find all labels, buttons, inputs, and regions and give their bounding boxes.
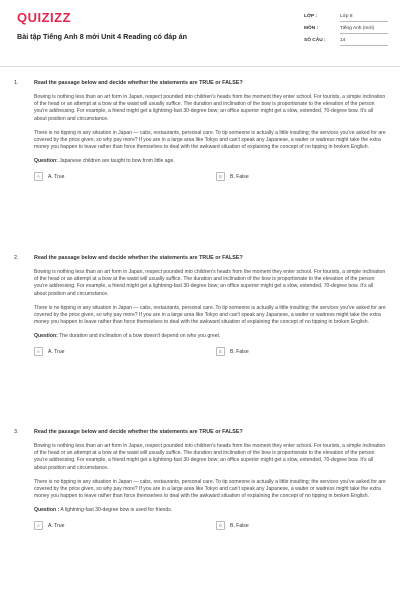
- option-label: A. True: [48, 522, 65, 529]
- question-instruction: Read the passage below and decide whether the statements are TRUE or FALSE?: [34, 80, 243, 86]
- option-label: A. True: [48, 173, 65, 180]
- meta-row-grade: [304, 14, 388, 26]
- meta-value: Tiếng Anh (mới): [340, 26, 375, 31]
- prompt-text: A lightning-fast 30-degree bow is used for friends.: [59, 507, 173, 514]
- answer-options: [34, 347, 386, 359]
- prompt-label: Question :: [34, 507, 60, 514]
- question-body: [34, 80, 386, 184]
- meta-row-question-count: [304, 38, 388, 50]
- question-prompt: [34, 333, 386, 340]
- option-a[interactable]: [34, 347, 64, 357]
- option-a[interactable]: [34, 521, 64, 531]
- question-number: 2.: [14, 255, 19, 261]
- prompt-text: The duration and inclination of a bow doesn't depend on who you greet.: [57, 333, 221, 340]
- option-label: B. False: [230, 173, 249, 180]
- passage-paragraph-2: There is no tipping in any situation in Japan — cabs, restaurants, personal care. To tip someone is actually a little insulting; the services you've asked for are covered by the price given, so why pay more? If you are in a large area like Tokyo and can't speak any Japanese, a waiter or waitress might take the extra money you happen to leave rather than force themselves to deal with the awkward situation of explaining the concept of no tipping in broken English.: [34, 304, 386, 326]
- answer-options: [34, 172, 386, 184]
- question-instruction: Read the passage below and decide whether the statements are TRUE or FALSE?: [34, 429, 243, 435]
- option-key-box[interactable]: A: [34, 347, 43, 356]
- worksheet-header: [0, 0, 400, 66]
- question-number: 3.: [14, 429, 19, 435]
- option-b[interactable]: [216, 521, 249, 531]
- meta-value: 14: [340, 38, 346, 43]
- passage-paragraph-2: There is no tipping in any situation in Japan — cabs, restaurants, personal care. To tip someone is actually a little insulting; the services you've asked for are covered by the price given, so why pay more? If you are in a large area like Tokyo and can't speak any Japanese, a waiter or waitress might take the extra money you happen to leave rather than force themselves to deal with the awkward situation of explaining the concept of no tipping in broken English.: [34, 478, 386, 500]
- meta-value: Lớp 8: [340, 14, 353, 19]
- document-title: Bài tập Tiếng Anh 8 mới Unit 4 Reading có đáp án: [17, 32, 188, 41]
- question-prompt: [34, 158, 386, 165]
- option-key-box[interactable]: A: [34, 521, 43, 530]
- option-key-box[interactable]: B: [216, 347, 225, 356]
- meta-label: LỚP :: [304, 14, 318, 19]
- question-instruction: Read the passage below and decide whether the statements are TRUE or FALSE?: [34, 255, 243, 261]
- passage-paragraph-2: There is no tipping in any situation in Japan — cabs, restaurants, personal care. To tip someone is actually a little insulting; the services you've asked for are covered by the price given, so why pay more? If you are in a large area like Tokyo and can't speak any Japanese, a waiter or waitress might take the extra money you happen to leave rather than force themselves to deal with the awkward situation of explaining the concept of no tipping in broken English.: [34, 129, 386, 151]
- meta-label: SỐ CÂU :: [304, 38, 326, 43]
- worksheet-meta: [304, 14, 388, 50]
- meta-underline: [340, 21, 388, 22]
- question-prompt: [34, 507, 386, 514]
- header-divider: [0, 66, 400, 67]
- question-body: [34, 255, 386, 359]
- option-label: B. False: [230, 348, 249, 355]
- option-b[interactable]: [216, 172, 249, 182]
- option-key-box[interactable]: B: [216, 172, 225, 181]
- question-body: [34, 429, 386, 533]
- option-label: B. False: [230, 522, 249, 529]
- option-label: A. True: [48, 348, 65, 355]
- meta-label: MÔN :: [304, 26, 319, 31]
- option-a[interactable]: [34, 172, 64, 182]
- passage-paragraph-1: Bowing is nothing less than an art form in Japan, respect pounded into children's heads from the moment they enter school. For tourists, a simple inclination of the head or an attempt at a bow at the waist will usually suffice. The duration and inclination of the bow is proportionate to the elevation of the person you're addressing. For example, a friend might get a lightning-fast 30-degree bow; an office superior might get a slow, extended, 70-degree bow. It's all about position and circumstance.: [34, 443, 386, 471]
- question-number: 1.: [14, 80, 19, 86]
- option-key-box[interactable]: A: [34, 172, 43, 181]
- prompt-label: Question:: [34, 158, 58, 165]
- prompt-label: Question:: [34, 333, 58, 340]
- quizizz-logo: QUIZIZZ: [17, 10, 72, 25]
- meta-underline: [340, 45, 388, 46]
- meta-underline: [340, 33, 388, 34]
- prompt-text: Japanese children are taught to bow from little age.: [57, 158, 175, 165]
- answer-options: [34, 521, 386, 533]
- option-key-box[interactable]: B: [216, 521, 225, 530]
- passage-paragraph-1: Bowing is nothing less than an art form in Japan, respect pounded into children's heads from the moment they enter school. For tourists, a simple inclination of the head or an attempt at a bow at the waist will usually suffice. The duration and inclination of the bow is proportionate to the elevation of the person you're addressing. For example, a friend might get a lightning-fast 30-degree bow; an office superior might get a slow, extended, 70-degree bow. It's all about position and circumstance.: [34, 269, 386, 297]
- option-b[interactable]: [216, 347, 249, 357]
- meta-row-subject: [304, 26, 388, 38]
- passage-paragraph-1: Bowing is nothing less than an art form in Japan, respect pounded into children's heads from the moment they enter school. For tourists, a simple inclination of the head or an attempt at a bow at the waist will usually suffice. The duration and inclination of the bow is proportionate to the elevation of the person you're addressing. For example, a friend might get a lightning-fast 30-degree bow; an office superior might get a slow, extended, 70-degree bow. It's all about position and circumstance.: [34, 94, 386, 122]
